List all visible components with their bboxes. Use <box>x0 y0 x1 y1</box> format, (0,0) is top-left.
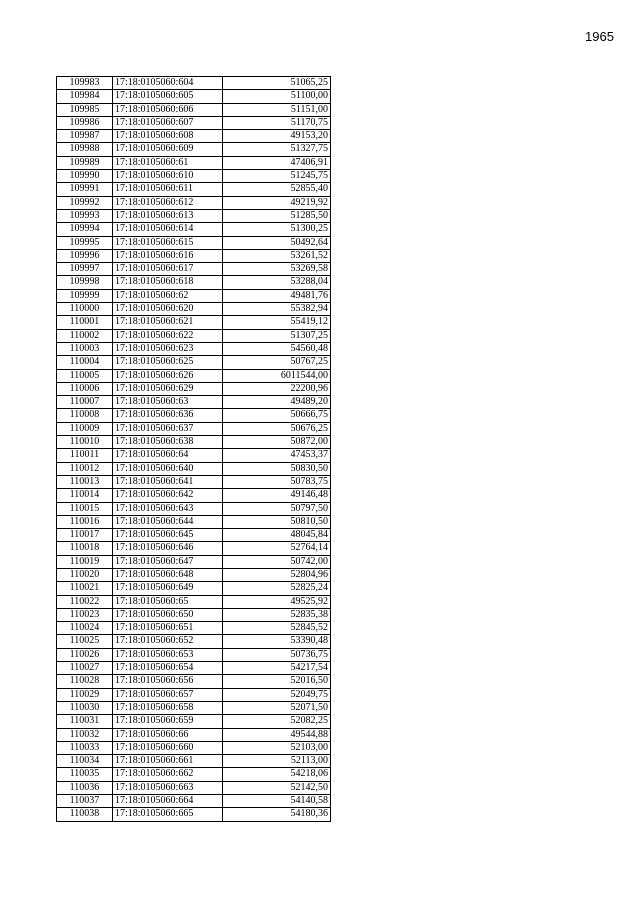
row-number-cell: 110004 <box>57 356 113 369</box>
row-number-cell: 109991 <box>57 183 113 196</box>
row-number-cell: 109984 <box>57 90 113 103</box>
cadastral-number-cell: 17:18:0105060:606 <box>113 103 223 116</box>
cadastral-number-cell: 17:18:0105060:644 <box>113 515 223 528</box>
row-number-cell: 110026 <box>57 648 113 661</box>
row-number-cell: 110029 <box>57 688 113 701</box>
cadastral-number-cell: 17:18:0105060:620 <box>113 303 223 316</box>
cadastral-number-cell: 17:18:0105060:621 <box>113 316 223 329</box>
value-cell: 49544,88 <box>223 728 331 741</box>
row-number-cell: 110024 <box>57 622 113 635</box>
cadastral-number-cell: 17:18:0105060:629 <box>113 382 223 395</box>
row-number-cell: 109996 <box>57 249 113 262</box>
row-number-cell: 110006 <box>57 382 113 395</box>
row-number-cell: 110023 <box>57 608 113 621</box>
value-cell: 49219,92 <box>223 196 331 209</box>
value-cell: 49525,92 <box>223 595 331 608</box>
value-cell: 51327,75 <box>223 143 331 156</box>
value-cell: 54217,54 <box>223 662 331 675</box>
cadastral-number-cell: 17:18:0105060:643 <box>113 502 223 515</box>
row-number-cell: 109995 <box>57 236 113 249</box>
table-row <box>57 356 331 369</box>
table-row <box>57 701 331 714</box>
value-cell: 54218,06 <box>223 768 331 781</box>
cadastral-number-cell: 17:18:0105060:652 <box>113 635 223 648</box>
cadastral-number-cell: 17:18:0105060:626 <box>113 369 223 382</box>
cadastral-number-cell: 17:18:0105060:664 <box>113 795 223 808</box>
value-cell: 50830,50 <box>223 462 331 475</box>
value-cell: 51245,75 <box>223 170 331 183</box>
row-number-cell: 110003 <box>57 342 113 355</box>
cadastral-number-cell: 17:18:0105060:607 <box>113 116 223 129</box>
value-cell: 51170,75 <box>223 116 331 129</box>
cadastral-number-cell: 17:18:0105060:651 <box>113 622 223 635</box>
cadastral-number-cell: 17:18:0105060:648 <box>113 568 223 581</box>
row-number-cell: 109987 <box>57 130 113 143</box>
row-number-cell: 110018 <box>57 542 113 555</box>
table-row <box>57 263 331 276</box>
row-number-cell: 110002 <box>57 329 113 342</box>
table-row <box>57 289 331 302</box>
table-row <box>57 795 331 808</box>
cadastral-number-cell: 17:18:0105060:649 <box>113 582 223 595</box>
row-number-cell: 110033 <box>57 741 113 754</box>
cadastral-number-cell: 17:18:0105060:642 <box>113 489 223 502</box>
cadastral-number-cell: 17:18:0105060:638 <box>113 436 223 449</box>
cadastral-number-cell: 17:18:0105060:662 <box>113 768 223 781</box>
table-row <box>57 316 331 329</box>
table-row <box>57 502 331 515</box>
cadastral-number-cell: 17:18:0105060:637 <box>113 422 223 435</box>
value-cell: 50492,64 <box>223 236 331 249</box>
row-number-cell: 110009 <box>57 422 113 435</box>
row-number-cell: 109993 <box>57 209 113 222</box>
value-cell: 52855,40 <box>223 183 331 196</box>
cadastral-number-cell: 17:18:0105060:641 <box>113 475 223 488</box>
table-row <box>57 116 331 129</box>
table-row <box>57 728 331 741</box>
table-row <box>57 555 331 568</box>
cadastral-number-cell: 17:18:0105060:636 <box>113 409 223 422</box>
row-number-cell: 110011 <box>57 449 113 462</box>
row-number-cell: 109988 <box>57 143 113 156</box>
row-number-cell: 110020 <box>57 568 113 581</box>
value-cell: 47406,91 <box>223 156 331 169</box>
row-number-cell: 109994 <box>57 223 113 236</box>
row-number-cell: 110017 <box>57 529 113 542</box>
table-row <box>57 542 331 555</box>
cadastral-number-cell: 17:18:0105060:650 <box>113 608 223 621</box>
cadastral-number-cell: 17:18:0105060:665 <box>113 808 223 821</box>
table-row <box>57 382 331 395</box>
cadastral-number-cell: 17:18:0105060:654 <box>113 662 223 675</box>
cadastral-number-cell: 17:18:0105060:613 <box>113 209 223 222</box>
value-cell: 55382,94 <box>223 303 331 316</box>
row-number-cell: 110014 <box>57 489 113 502</box>
value-cell: 50767,25 <box>223 356 331 369</box>
table-row <box>57 648 331 661</box>
table-row <box>57 77 331 90</box>
cadastral-number-cell: 17:18:0105060:61 <box>113 156 223 169</box>
value-cell: 53269,58 <box>223 263 331 276</box>
cadastral-value-table <box>56 76 331 822</box>
row-number-cell: 110012 <box>57 462 113 475</box>
value-cell: 54180,36 <box>223 808 331 821</box>
cadastral-number-cell: 17:18:0105060:656 <box>113 675 223 688</box>
row-number-cell: 109997 <box>57 263 113 276</box>
row-number-cell: 110000 <box>57 303 113 316</box>
table-row <box>57 582 331 595</box>
table-row <box>57 755 331 768</box>
cadastral-number-cell: 17:18:0105060:614 <box>113 223 223 236</box>
value-cell: 49146,48 <box>223 489 331 502</box>
page-number: 1965 <box>585 29 614 44</box>
row-number-cell: 110022 <box>57 595 113 608</box>
value-cell: 53390,48 <box>223 635 331 648</box>
value-cell: 52845,52 <box>223 622 331 635</box>
row-number-cell: 109998 <box>57 276 113 289</box>
row-number-cell: 110016 <box>57 515 113 528</box>
cadastral-number-cell: 17:18:0105060:647 <box>113 555 223 568</box>
row-number-cell: 110001 <box>57 316 113 329</box>
table-row <box>57 489 331 502</box>
table-row <box>57 662 331 675</box>
table-row <box>57 196 331 209</box>
table-row <box>57 781 331 794</box>
value-cell: 50742,00 <box>223 555 331 568</box>
table-row <box>57 156 331 169</box>
value-cell: 52071,50 <box>223 701 331 714</box>
row-number-cell: 110031 <box>57 715 113 728</box>
table-row <box>57 568 331 581</box>
value-cell: 49153,20 <box>223 130 331 143</box>
value-cell: 52082,25 <box>223 715 331 728</box>
row-number-cell: 110036 <box>57 781 113 794</box>
table-row <box>57 436 331 449</box>
value-cell: 55419,12 <box>223 316 331 329</box>
cadastral-number-cell: 17:18:0105060:611 <box>113 183 223 196</box>
value-cell: 48045,84 <box>223 529 331 542</box>
cadastral-number-cell: 17:18:0105060:604 <box>113 77 223 90</box>
cadastral-number-cell: 17:18:0105060:65 <box>113 595 223 608</box>
value-cell: 51100,00 <box>223 90 331 103</box>
row-number-cell: 109985 <box>57 103 113 116</box>
value-cell: 54560,48 <box>223 342 331 355</box>
cadastral-number-cell: 17:18:0105060:616 <box>113 249 223 262</box>
value-cell: 52142,50 <box>223 781 331 794</box>
value-cell: 52103,00 <box>223 741 331 754</box>
row-number-cell: 109983 <box>57 77 113 90</box>
value-cell: 49481,76 <box>223 289 331 302</box>
value-cell: 52835,38 <box>223 608 331 621</box>
row-number-cell: 109999 <box>57 289 113 302</box>
row-number-cell: 110037 <box>57 795 113 808</box>
row-number-cell: 109989 <box>57 156 113 169</box>
cadastral-number-cell: 17:18:0105060:625 <box>113 356 223 369</box>
cadastral-number-cell: 17:18:0105060:62 <box>113 289 223 302</box>
value-cell: 51285,50 <box>223 209 331 222</box>
value-cell: 54140,58 <box>223 795 331 808</box>
table-row <box>57 209 331 222</box>
table-row <box>57 249 331 262</box>
table-row <box>57 130 331 143</box>
value-cell: 50666,75 <box>223 409 331 422</box>
value-cell: 52016,50 <box>223 675 331 688</box>
value-cell: 52049,75 <box>223 688 331 701</box>
table-row <box>57 303 331 316</box>
cadastral-number-cell: 17:18:0105060:663 <box>113 781 223 794</box>
table-row <box>57 236 331 249</box>
table-row <box>57 462 331 475</box>
value-cell: 51065,25 <box>223 77 331 90</box>
cadastral-number-cell: 17:18:0105060:605 <box>113 90 223 103</box>
table-row <box>57 635 331 648</box>
table-row <box>57 396 331 409</box>
row-number-cell: 110008 <box>57 409 113 422</box>
row-number-cell: 110010 <box>57 436 113 449</box>
value-cell: 50810,50 <box>223 515 331 528</box>
table-row <box>57 329 331 342</box>
cadastral-number-cell: 17:18:0105060:610 <box>113 170 223 183</box>
row-number-cell: 110034 <box>57 755 113 768</box>
value-cell: 52764,14 <box>223 542 331 555</box>
cadastral-number-cell: 17:18:0105060:645 <box>113 529 223 542</box>
value-cell: 51300,25 <box>223 223 331 236</box>
value-cell: 50676,25 <box>223 422 331 435</box>
value-cell: 22200,96 <box>223 382 331 395</box>
row-number-cell: 110015 <box>57 502 113 515</box>
value-cell: 49489,20 <box>223 396 331 409</box>
cadastral-number-cell: 17:18:0105060:617 <box>113 263 223 276</box>
cadastral-number-cell: 17:18:0105060:659 <box>113 715 223 728</box>
table-row <box>57 608 331 621</box>
value-cell: 53288,04 <box>223 276 331 289</box>
cadastral-number-cell: 17:18:0105060:640 <box>113 462 223 475</box>
row-number-cell: 110032 <box>57 728 113 741</box>
table-row <box>57 170 331 183</box>
cadastral-number-cell: 17:18:0105060:661 <box>113 755 223 768</box>
row-number-cell: 110028 <box>57 675 113 688</box>
table-row <box>57 143 331 156</box>
value-cell: 52804,96 <box>223 568 331 581</box>
table-row <box>57 768 331 781</box>
table-row <box>57 90 331 103</box>
table-row <box>57 223 331 236</box>
table-row <box>57 529 331 542</box>
table-row <box>57 103 331 116</box>
row-number-cell: 109986 <box>57 116 113 129</box>
table-row <box>57 369 331 382</box>
table-row <box>57 622 331 635</box>
row-number-cell: 110038 <box>57 808 113 821</box>
cadastral-number-cell: 17:18:0105060:612 <box>113 196 223 209</box>
value-cell: 50736,75 <box>223 648 331 661</box>
cadastral-number-cell: 17:18:0105060:615 <box>113 236 223 249</box>
cadastral-number-cell: 17:18:0105060:646 <box>113 542 223 555</box>
table-row <box>57 409 331 422</box>
cadastral-number-cell: 17:18:0105060:660 <box>113 741 223 754</box>
row-number-cell: 110021 <box>57 582 113 595</box>
row-number-cell: 110013 <box>57 475 113 488</box>
cadastral-number-cell: 17:18:0105060:622 <box>113 329 223 342</box>
table-row <box>57 715 331 728</box>
cadastral-number-cell: 17:18:0105060:653 <box>113 648 223 661</box>
table-row <box>57 183 331 196</box>
cadastral-number-cell: 17:18:0105060:618 <box>113 276 223 289</box>
row-number-cell: 109992 <box>57 196 113 209</box>
row-number-cell: 110025 <box>57 635 113 648</box>
value-cell: 52825,24 <box>223 582 331 595</box>
table-row <box>57 595 331 608</box>
table-row <box>57 475 331 488</box>
cadastral-number-cell: 17:18:0105060:609 <box>113 143 223 156</box>
table-row <box>57 675 331 688</box>
row-number-cell: 110019 <box>57 555 113 568</box>
value-cell: 50872,00 <box>223 436 331 449</box>
value-cell: 51151,00 <box>223 103 331 116</box>
table-row <box>57 515 331 528</box>
table-row <box>57 422 331 435</box>
value-cell: 51307,25 <box>223 329 331 342</box>
value-cell: 50797,50 <box>223 502 331 515</box>
value-cell: 50783,75 <box>223 475 331 488</box>
value-cell: 52113,00 <box>223 755 331 768</box>
row-number-cell: 110035 <box>57 768 113 781</box>
table-row <box>57 276 331 289</box>
cadastral-number-cell: 17:18:0105060:64 <box>113 449 223 462</box>
row-number-cell: 110030 <box>57 701 113 714</box>
row-number-cell: 109990 <box>57 170 113 183</box>
table-row <box>57 688 331 701</box>
table-row <box>57 449 331 462</box>
cadastral-number-cell: 17:18:0105060:608 <box>113 130 223 143</box>
table-row <box>57 342 331 355</box>
row-number-cell: 110007 <box>57 396 113 409</box>
value-cell: 47453,37 <box>223 449 331 462</box>
table-row <box>57 808 331 821</box>
cadastral-number-cell: 17:18:0105060:657 <box>113 688 223 701</box>
row-number-cell: 110005 <box>57 369 113 382</box>
row-number-cell: 110027 <box>57 662 113 675</box>
cadastral-number-cell: 17:18:0105060:66 <box>113 728 223 741</box>
table-row <box>57 741 331 754</box>
table-body <box>57 77 331 822</box>
value-cell: 53261,52 <box>223 249 331 262</box>
cadastral-number-cell: 17:18:0105060:63 <box>113 396 223 409</box>
value-cell: 6011544,00 <box>223 369 331 382</box>
cadastral-number-cell: 17:18:0105060:623 <box>113 342 223 355</box>
cadastral-number-cell: 17:18:0105060:658 <box>113 701 223 714</box>
